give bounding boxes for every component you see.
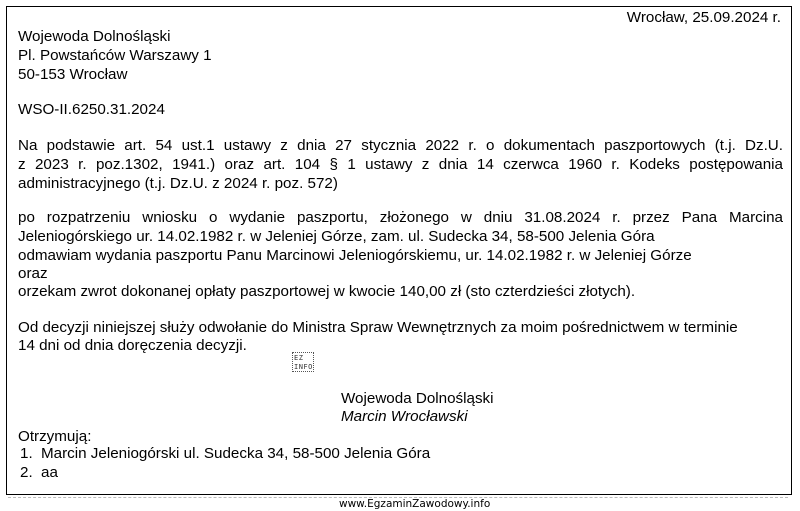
signature-name: Marcin Wrocławski — [341, 408, 468, 425]
decision-line-1: po rozpatrzeniu wniosku o wydanie paszportu, złożonego w dniu 31.08.2024 r. przez Pana Marcina — [18, 209, 783, 226]
appeal-line-2: 14 dni od dnia doręczenia decyzji. — [18, 337, 247, 354]
legal-basis-line-3: administracyjnego (t.j. Dz.U. z 2024 r. poz. 572) — [18, 175, 338, 192]
place-date: Wrocław, 25.09.2024 r. — [626, 9, 781, 26]
decision-line-4: oraz — [18, 265, 48, 282]
decision-line-3: odmawiam wydania paszportu Panu Marcinowi Jeleniogórskiemu, ur. 14.02.1982 r. w Jeleniej Górze — [18, 247, 692, 264]
recipients-heading: Otrzymują: — [18, 428, 92, 445]
logo-text-bottom: INFO — [294, 363, 313, 371]
recipient-number: 2. — [20, 464, 33, 481]
recipient-text: Marcin Jeleniogórski ul. Sudecka 34, 58-500 Jelenia Góra — [41, 445, 431, 462]
signature-title: Wojewoda Dolnośląski — [341, 390, 494, 407]
sender-name: Wojewoda Dolnośląski — [18, 28, 171, 45]
footer-watermark: www.EgzaminZawodowy.info — [339, 498, 491, 510]
decision-line-5: orzekam zwrot dokonanej opłaty paszportowej w kwocie 140,00 zł (sto czterdzieści złotych). — [18, 283, 636, 300]
recipient-number: 1. — [20, 445, 33, 462]
legal-basis-line-1: Na podstawie art. 54 ust.1 ustawy z dnia 27 stycznia 2022 r. o dokumentach paszportowych (t.j. Dz.U. — [18, 137, 783, 154]
legal-basis-line-2: z 2023 r. poz.1302, 1941.) oraz art. 104 § 1 ustawy z dnia 14 czerwca 1960 r. Kodeks postępowania — [18, 156, 783, 173]
decision-line-2: Jeleniogórskiego ur. 14.02.1982 r. w Jeleniej Górze, zam. ul. Sudecka 34, 58-500 Jelenia Góra — [18, 228, 655, 245]
ez-info-logo — [292, 352, 314, 372]
reference-number: WSO-II.6250.31.2024 — [18, 101, 165, 118]
appeal-line-1: Od decyzji niniejszej służy odwołanie do Ministra Spraw Wewnętrznych za moim pośrednictwem w terminie — [18, 319, 738, 336]
sender-street: Pl. Powstańców Warszawy 1 — [18, 47, 212, 64]
recipient-text: aa — [41, 464, 58, 481]
logo-text-top: EZ — [294, 354, 304, 362]
sender-city: 50-153 Wrocław — [18, 66, 128, 83]
